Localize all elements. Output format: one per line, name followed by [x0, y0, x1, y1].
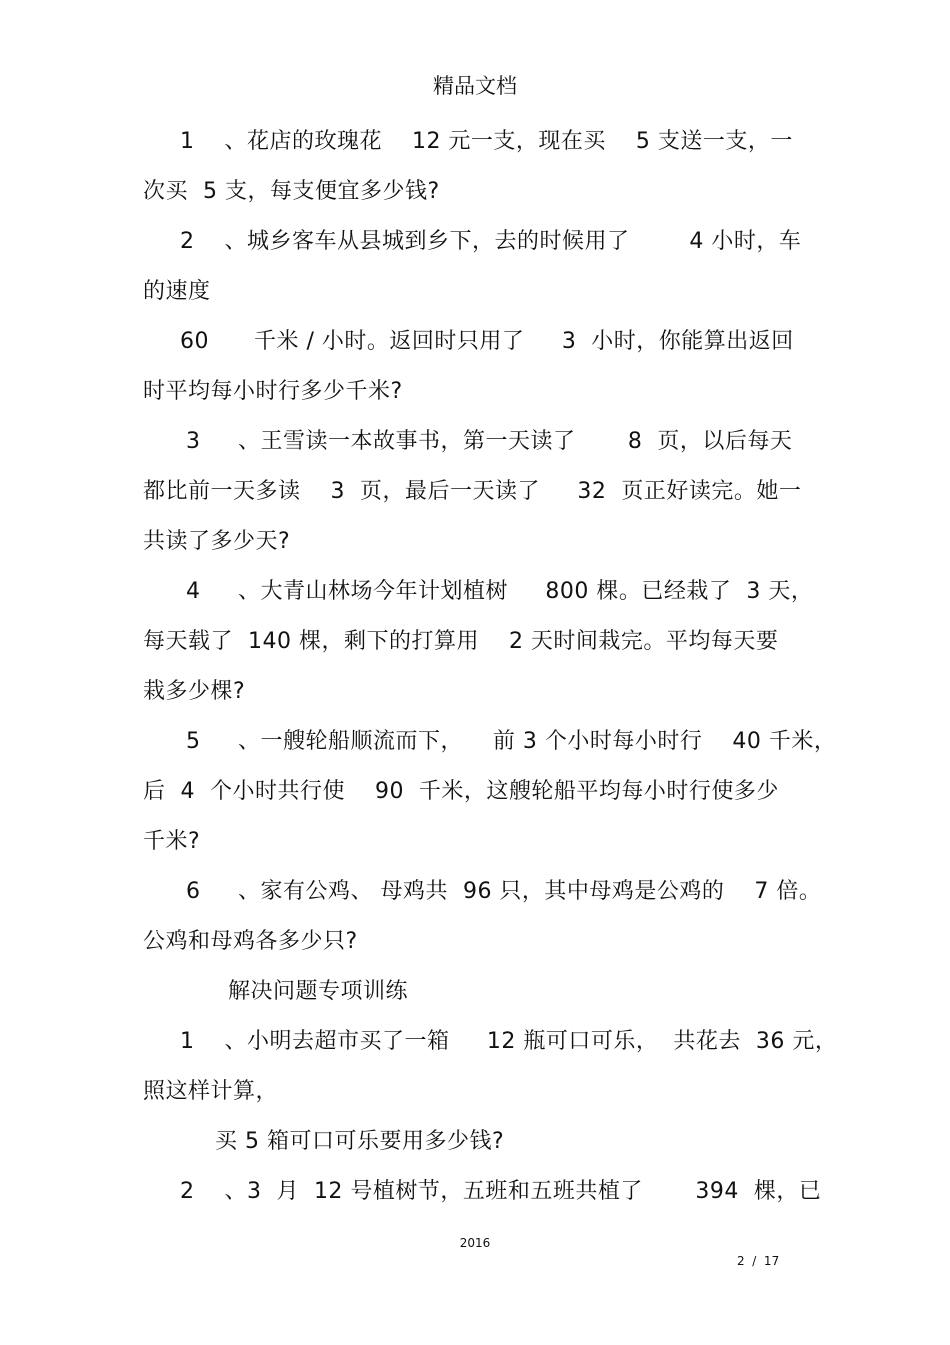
text-line: 6 、家有公鸡、 母鸡共 96 只，其中母鸡是公鸡的 7 倍。 — [186, 879, 822, 904]
text-line: 栽多少棵? — [143, 679, 246, 704]
text-line: 买 5 箱可口可乐要用多少钱? — [215, 1129, 505, 1154]
footer-year: 2016 — [459, 1236, 491, 1250]
text-line: 5 、一艘轮船顺流而下， 前 3 个小时每小时行 40 千米， — [186, 729, 837, 754]
text-line: 千米? — [143, 829, 201, 854]
section-heading: 解决问题专项训练 — [228, 979, 409, 1004]
text-line: 都比前一天多读 3 页，最后一天读了 32 页正好读完。她一 — [143, 479, 802, 504]
text-line: 1 、小明去超市买了一箱 12 瓶可口可乐， 共花去 36 元， — [180, 1029, 838, 1054]
page-number: 2 / 17 — [737, 1254, 780, 1268]
page-header: 精品文档 — [433, 74, 517, 98]
text-line: 次买 5 支，每支便宜多少钱? — [143, 179, 440, 204]
text-line: 时平均每小时行多少千米? — [143, 379, 403, 404]
text-line: 60 千米 / 小时。返回时只用了 3 小时，你能算出返回 — [180, 329, 794, 354]
text-line: 的速度 — [143, 279, 211, 304]
text-line: 共读了多少天? — [143, 529, 291, 554]
text-line: 后 4 个小时共行使 90 千米，这艘轮船平均每小时行使多少 — [143, 779, 779, 804]
text-line: 每天载了 140 棵，剩下的打算用 2 天时间栽完。平均每天要 — [143, 629, 779, 654]
text-line: 4 、大青山林场今年计划植树 800 棵。已经栽了 3 天， — [186, 579, 814, 604]
text-line: 公鸡和母鸡各多少只? — [143, 929, 358, 954]
text-line: 2 、城乡客车从县城到乡下，去的时候用了 4 小时，车 — [180, 229, 802, 254]
text-line: 3 、王雪读一本故事书，第一天读了 8 页，以后每天 — [186, 429, 793, 454]
text-line: 1 、花店的玫瑰花 12 元一支，现在买 5 支送一支，一 — [180, 129, 793, 154]
text-line: 2 、3 月 12 号植树节，五班和五班共植了 394 棵，已 — [180, 1179, 822, 1204]
text-line: 照这样计算， — [143, 1079, 279, 1104]
